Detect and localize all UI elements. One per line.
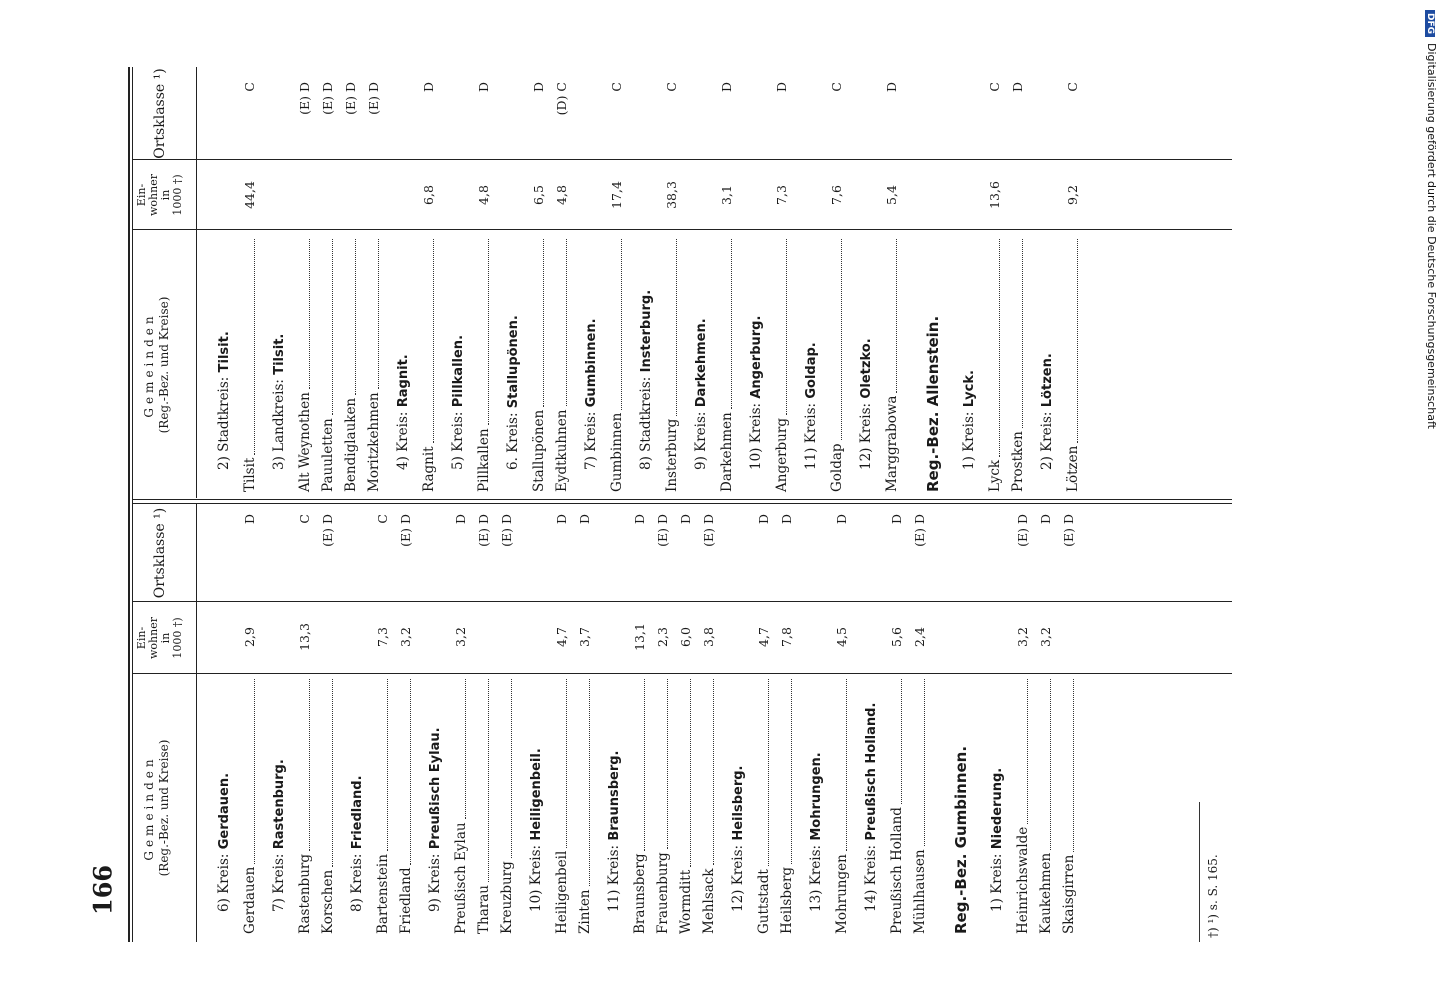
dot-leader — [511, 679, 512, 858]
kreis-prefix: 7) Kreis: — [271, 849, 287, 912]
gemeinde-name: Prostken — [1010, 431, 1026, 492]
ortsklasse-value: D — [719, 82, 734, 93]
gemeinde-name: Heilsberg — [779, 866, 795, 934]
data-table — [128, 67, 1308, 942]
kreis-name: Pillkallen. — [451, 334, 466, 408]
kreis-name: Heiligenbeil. — [529, 748, 544, 841]
table-row — [394, 504, 418, 934]
ortsklasse-value: (E) D — [1015, 514, 1030, 547]
table-row — [550, 504, 574, 934]
kreis-heading — [579, 67, 603, 492]
gemeinde-name: Pillkallen — [476, 428, 492, 492]
einwohner-value: 2,9 — [242, 627, 257, 647]
dot-leader — [254, 679, 255, 864]
ortsklasse-value: D — [577, 514, 592, 525]
ortsklasse-value: (E) D — [398, 514, 413, 547]
kreis-heading — [501, 67, 525, 492]
ortsklasse-value: (E) D — [320, 514, 335, 547]
dot-leader — [566, 239, 567, 406]
gemeinde-name: Ragnit — [421, 446, 437, 492]
kreis-heading — [267, 67, 291, 492]
ortsklasse-value: C — [297, 514, 312, 524]
dot-leader — [387, 679, 388, 851]
kreis-name: Lötzen. — [1040, 353, 1055, 408]
kreis-heading — [602, 504, 626, 934]
dot-leader — [1022, 239, 1023, 428]
kreis-heading-text — [216, 773, 232, 934]
kreis-prefix: 12) Kreis: — [730, 840, 746, 912]
table-row — [885, 504, 909, 934]
dot-leader — [589, 679, 590, 886]
table-row — [1034, 504, 1058, 934]
table-row — [550, 67, 574, 492]
table-row — [472, 67, 496, 492]
kreis-prefix: 13) Kreis: — [808, 840, 824, 912]
ortsklasse-value: (D) C — [554, 82, 569, 116]
kreis-prefix: 10) Kreis: — [748, 398, 764, 470]
kreis-heading-text — [803, 342, 819, 492]
gemeinde-name: Mühlhausen — [912, 849, 928, 934]
einwohner-value: 4,8 — [476, 185, 491, 205]
kreis-name: Braunsberg. — [607, 750, 622, 841]
dot-leader — [433, 239, 434, 443]
einwohner-value: 6,0 — [678, 627, 693, 647]
ortsklasse-value: C — [987, 82, 1002, 92]
kreis-heading-text — [583, 318, 599, 492]
ortsklasse-value: C — [242, 82, 257, 92]
gemeinde-name: Heiligenbeil — [554, 850, 570, 934]
table-row — [1006, 67, 1030, 492]
table-row — [371, 504, 395, 934]
dot-leader — [791, 679, 792, 864]
footnote: †) ¹) s. S. 165. — [1206, 854, 1220, 938]
kreis-prefix: 14) Kreis: — [863, 840, 879, 912]
kreis-heading-text — [216, 331, 232, 492]
gemeinde-name: Mohrungen — [834, 854, 850, 934]
gemeinde-name: Goldap — [829, 443, 845, 492]
kreis-name: Goldap. — [804, 342, 819, 399]
table-row — [573, 504, 597, 934]
table-row — [697, 504, 721, 934]
ortsklasse-value: D — [531, 82, 546, 93]
kreis-heading — [212, 504, 236, 934]
ortsklasse-value: (E) D — [701, 514, 716, 547]
kreis-name: Gerdauen. — [217, 772, 232, 850]
kreis-heading — [212, 67, 236, 492]
dot-leader — [713, 679, 714, 865]
kreis-heading-text — [638, 290, 654, 492]
ortsklasse-value: D — [554, 514, 569, 525]
kreis-heading-text — [730, 766, 746, 934]
gemeinde-name: Tharau — [476, 885, 492, 934]
kreis-prefix: 9) Kreis: — [427, 849, 443, 912]
kreis-name: Preußisch Eylau. — [428, 727, 443, 850]
kreis-heading-text — [693, 318, 709, 492]
table-row — [770, 67, 794, 492]
ortsklasse-value: C — [375, 514, 390, 524]
kreis-heading — [957, 67, 981, 492]
dot-leader — [309, 239, 310, 389]
einwohner-value: 38,3 — [664, 181, 679, 209]
dot-leader — [621, 239, 622, 410]
ortsklasse-value: D — [632, 514, 647, 525]
gemeinde-name: Bartenstein — [375, 854, 391, 934]
kreis-heading — [744, 67, 768, 492]
dot-leader — [355, 239, 356, 395]
einwohner-value: 7,6 — [829, 185, 844, 205]
ortsklasse-value: C — [664, 82, 679, 92]
einwohner-value: 13,6 — [987, 181, 1002, 209]
kreis-prefix: 5) Kreis: — [450, 407, 466, 470]
gemeinde-name: Zinten — [577, 889, 593, 934]
kreis-heading-text — [606, 751, 622, 934]
kreis-name: Angerburg. — [749, 315, 764, 399]
kreis-prefix: 6. Kreis: — [505, 408, 521, 470]
kreis-heading — [423, 504, 447, 934]
dot-leader — [488, 679, 489, 882]
ortsklasse-value: (E) D — [297, 82, 312, 115]
gemeinde-name: Guttstadt — [756, 869, 772, 934]
kreis-name: Mohrungen. — [809, 752, 824, 841]
kreis-prefix: 9) Kreis: — [693, 407, 709, 470]
kreis-name: Heilsberg. — [731, 765, 746, 841]
gemeinde-name: Kreuzburg — [499, 861, 515, 934]
table-row — [830, 504, 854, 934]
gemeinde-name: Insterburg — [664, 418, 680, 492]
einwohner-value: 17,4 — [609, 181, 624, 209]
table-row — [715, 67, 739, 492]
gemeinde-name: Heinrichswalde — [1015, 826, 1031, 934]
einwohner-value: 2,4 — [912, 627, 927, 647]
table-row — [1057, 504, 1081, 934]
dot-leader — [644, 679, 645, 851]
ortsklasse-value: D — [421, 82, 436, 93]
kreis-heading-text — [808, 752, 824, 934]
dot-leader — [1077, 239, 1078, 443]
ortsklasse-value: D — [242, 514, 257, 525]
kreis-name: Darkehmen. — [694, 318, 709, 408]
table-row — [449, 504, 473, 934]
ortsklasse-value: D — [476, 82, 491, 93]
kreis-name: Tilsit. — [217, 331, 232, 373]
kreis-heading — [267, 504, 291, 934]
gemeinde-name: Lyck — [987, 459, 1003, 492]
kreis-name: Stallupönen. — [506, 315, 521, 409]
einwohner-value: 3,1 — [719, 185, 734, 205]
kreis-heading-text — [989, 768, 1005, 934]
ortsklasse-value: C — [829, 82, 844, 92]
einwohner-value: 9,2 — [1065, 185, 1080, 205]
dot-leader — [543, 239, 544, 407]
einwohner-value: 5,6 — [889, 627, 904, 647]
dot-leader — [1073, 679, 1074, 852]
side-note-text: Digitalisierung gefördert durch die Deutsche Forschungsgemeinschaft — [1425, 43, 1438, 429]
regbez-heading — [921, 67, 949, 492]
kreis-prefix: 8) Kreis: — [349, 849, 365, 912]
table-row — [605, 67, 629, 492]
kreis-heading-text — [961, 370, 977, 492]
gemeinde-name: Skaisgirren — [1061, 854, 1077, 934]
table-row — [495, 504, 519, 934]
side-note — [1420, 10, 1438, 990]
table-row — [362, 67, 386, 492]
ortsklasse-value: (E) D — [343, 82, 358, 115]
table-row — [628, 504, 652, 934]
kreis-prefix: 12) Kreis: — [858, 398, 874, 470]
table-row — [238, 67, 262, 492]
table-row — [1061, 67, 1085, 492]
ortsklasse-value: D — [1010, 82, 1025, 93]
kreis-prefix: 8) Stadtkreis: — [638, 372, 654, 470]
table-row — [1011, 504, 1035, 934]
dot-leader — [378, 239, 379, 389]
kreis-heading-text — [271, 759, 287, 934]
dot-leader — [841, 239, 842, 440]
table-row — [316, 67, 340, 492]
gemeinde-name: Angerburg — [774, 418, 790, 492]
gemeinde-name: Frauenburg — [655, 852, 671, 934]
kreis-prefix: 6) Kreis: — [216, 849, 232, 912]
table-row — [825, 67, 849, 492]
kreis-name: Tilsit. — [272, 333, 287, 375]
gemeinde-name: Alt Weynothen — [297, 392, 313, 492]
ortsklasse-value: D — [884, 82, 899, 93]
ortsklasse-value: D — [774, 82, 789, 93]
kreis-heading — [854, 67, 878, 492]
kreis-heading — [634, 67, 658, 492]
kreis-heading — [804, 504, 828, 934]
kreis-prefix: 2) Kreis: — [1039, 407, 1055, 470]
gemeinde-name: Bendiglauken — [343, 397, 359, 492]
kreis-name: Gumbinnen. — [584, 318, 599, 408]
dot-leader — [410, 679, 411, 865]
ortsklasse-value: D — [453, 514, 468, 525]
ortsklasse-value: D — [834, 514, 849, 525]
ortsklasse-value: (E) D — [320, 82, 335, 115]
table-row — [880, 67, 904, 492]
kreis-prefix: 11) Kreis: — [606, 840, 622, 912]
gemeinde-name: Wormditt — [678, 869, 694, 934]
kreis-heading — [726, 504, 750, 934]
einwohner-value: 3,2 — [398, 627, 413, 647]
kreis-heading-text — [528, 748, 544, 934]
dot-leader — [924, 679, 925, 846]
kreis-heading-text — [450, 335, 466, 492]
einwohner-value: 7,3 — [375, 627, 390, 647]
kreis-prefix: 10) Kreis: — [528, 840, 544, 912]
dot-leader — [332, 239, 333, 415]
kreis-heading — [859, 504, 883, 934]
kreis-heading — [524, 504, 548, 934]
dot-leader — [896, 239, 897, 393]
table-row — [660, 67, 684, 492]
gemeinde-name: Stallupönen — [531, 409, 547, 492]
header-ortsklasse-left: Ortsklasse ¹) — [152, 507, 168, 599]
gemeinde-name: Mehlsack — [701, 868, 717, 934]
kreis-heading-text — [1039, 353, 1055, 492]
einwohner-value: 6,8 — [421, 185, 436, 205]
dot-leader — [667, 679, 668, 849]
regbez-heading — [949, 504, 977, 934]
table-row — [527, 67, 551, 492]
dot-leader — [731, 239, 732, 409]
kreis-heading-text — [505, 315, 521, 492]
einwohner-value: 7,3 — [774, 185, 789, 205]
table-row — [908, 504, 932, 934]
gemeinde-name: Gerdauen — [242, 866, 258, 934]
page-number: 166 — [87, 864, 118, 915]
ortsklasse-value: (E) D — [1061, 514, 1076, 547]
kreis-prefix: 2) Stadtkreis: — [216, 372, 232, 470]
gemeinde-name: Preußisch Holland — [889, 807, 905, 934]
kreis-name: Rastenburg. — [272, 759, 287, 850]
kreis-heading — [985, 504, 1009, 934]
gemeinde-name: Rastenburg — [297, 854, 313, 934]
table-row — [339, 67, 363, 492]
gemeinde-name: Marggrabowa — [884, 395, 900, 492]
kreis-name: Insterburg. — [639, 289, 654, 373]
einwohner-value: 4,8 — [554, 185, 569, 205]
einwohner-value: 3,2 — [1038, 627, 1053, 647]
kreis-name: Friedland. — [350, 775, 365, 850]
gemeinde-name: Friedland — [398, 867, 414, 934]
gemeinde-name: Moritzkehmen — [366, 392, 382, 492]
kreis-heading-text — [349, 775, 365, 934]
header-gemeinden-right: Gemeinden (Reg.-Bez. und Kreise) — [142, 296, 171, 434]
kreis-heading — [345, 504, 369, 934]
dfg-logo: DFG — [1425, 10, 1435, 37]
gemeinde-name: Braunsberg — [632, 853, 648, 934]
kreis-name: Preußisch Holland. — [864, 702, 879, 841]
ortsklasse-value: (E) D — [366, 82, 381, 115]
einwohner-value: 44,4 — [242, 181, 257, 209]
regbez-name: Reg.-Bez. Allenstein. — [924, 315, 942, 492]
table-row — [983, 67, 1007, 492]
kreis-name: Lyck. — [962, 370, 977, 408]
dot-leader — [465, 679, 466, 819]
dot-leader — [254, 239, 255, 455]
ortsklasse-value: D — [779, 514, 794, 525]
kreis-prefix: 4) Kreis: — [395, 407, 411, 470]
kreis-heading — [799, 67, 823, 492]
gemeinde-name: Pauuletten — [320, 418, 336, 492]
gemeinde-name: Darkehmen — [719, 412, 735, 492]
dot-leader — [690, 679, 691, 867]
einwohner-value: 6,5 — [531, 185, 546, 205]
dot-leader — [786, 239, 787, 415]
kreis-heading-text — [395, 354, 411, 492]
ortsklasse-value: C — [1065, 82, 1080, 92]
dot-leader — [309, 679, 310, 851]
gemeinde-name: Kaukehmen — [1038, 852, 1054, 934]
header-einwohner-right: Ein- wohner in 1000 †) — [135, 174, 185, 216]
table-row — [316, 504, 340, 934]
einwohner-value: 7,8 — [779, 627, 794, 647]
dot-leader — [901, 679, 902, 804]
einwohner-value: 4,7 — [756, 627, 771, 647]
kreis-prefix: 1) Kreis: — [961, 407, 977, 470]
ortsklasse-value: (E) D — [655, 514, 670, 547]
ortsklasse-value: (E) D — [476, 514, 491, 547]
einwohner-value: 4,5 — [834, 627, 849, 647]
kreis-heading — [446, 67, 470, 492]
dot-leader — [488, 239, 489, 425]
dot-leader — [566, 679, 567, 848]
einwohner-value: 3,2 — [453, 627, 468, 647]
dot-leader — [846, 679, 847, 851]
ortsklasse-value: D — [889, 514, 904, 525]
kreis-name: Niederung. — [990, 767, 1005, 850]
kreis-heading-text — [863, 703, 879, 934]
gemeinde-name: Tilsit — [242, 457, 258, 492]
ortsklasse-value: D — [678, 514, 693, 525]
table-row — [293, 67, 317, 492]
kreis-prefix: 1) Kreis: — [989, 849, 1005, 912]
kreis-heading-text — [427, 727, 443, 934]
kreis-heading — [1035, 67, 1059, 492]
table-row — [238, 504, 262, 934]
header-ortsklasse-right: Ortsklasse ¹) — [152, 68, 168, 159]
einwohner-value: 13,1 — [632, 623, 647, 651]
dot-leader — [768, 679, 769, 866]
gemeinde-name: Preußisch Eylau — [453, 822, 469, 934]
dot-leader — [999, 239, 1000, 457]
kreis-heading-text — [271, 334, 287, 492]
einwohner-value: 5,4 — [884, 185, 899, 205]
table-row — [417, 67, 441, 492]
table-row — [674, 504, 698, 934]
einwohner-value: 13,3 — [297, 623, 312, 651]
ortsklasse-value: (E) D — [499, 514, 514, 547]
header-einwohner-left: Ein- wohner in 1000 †) — [135, 617, 185, 659]
gemeinde-name: Korschen — [320, 869, 336, 934]
kreis-heading-text — [858, 338, 874, 492]
gemeinde-name: Eydtkuhnen — [554, 409, 570, 492]
ortsklasse-value: (E) D — [912, 514, 927, 547]
gemeinde-name: Lötzen — [1065, 445, 1081, 492]
table-row — [472, 504, 496, 934]
kreis-name: Oletzko. — [859, 338, 874, 399]
dot-leader — [1027, 679, 1028, 824]
regbez-name: Reg.-Bez. Gumbinnen. — [952, 745, 970, 934]
ortsklasse-value: D — [756, 514, 771, 525]
kreis-prefix: 11) Kreis: — [803, 398, 819, 470]
kreis-name: Ragnit. — [396, 354, 411, 408]
table-row — [293, 504, 317, 934]
gemeinde-name: Gumbinnen — [609, 412, 625, 492]
dot-leader — [332, 679, 333, 867]
table-row — [651, 504, 675, 934]
header-gemeinden-left: Gemeinden (Reg.-Bez. und Kreise) — [142, 739, 171, 877]
einwohner-value: 3,7 — [577, 627, 592, 647]
kreis-heading — [391, 67, 415, 492]
kreis-heading-text — [748, 316, 764, 492]
einwohner-value: 3,2 — [1015, 627, 1030, 647]
dot-leader — [1050, 679, 1051, 850]
table-row — [752, 504, 776, 934]
kreis-prefix: 3) Landkreis: — [271, 374, 287, 470]
einwohner-value: 3,8 — [701, 627, 716, 647]
table-row — [775, 504, 799, 934]
einwohner-value: 2,3 — [655, 627, 670, 647]
kreis-heading — [689, 67, 713, 492]
ortsklasse-value: C — [609, 82, 624, 92]
ortsklasse-value: D — [1038, 514, 1053, 525]
einwohner-value: 4,7 — [554, 627, 569, 647]
kreis-prefix: 7) Kreis: — [583, 407, 599, 470]
dot-leader — [676, 239, 677, 416]
